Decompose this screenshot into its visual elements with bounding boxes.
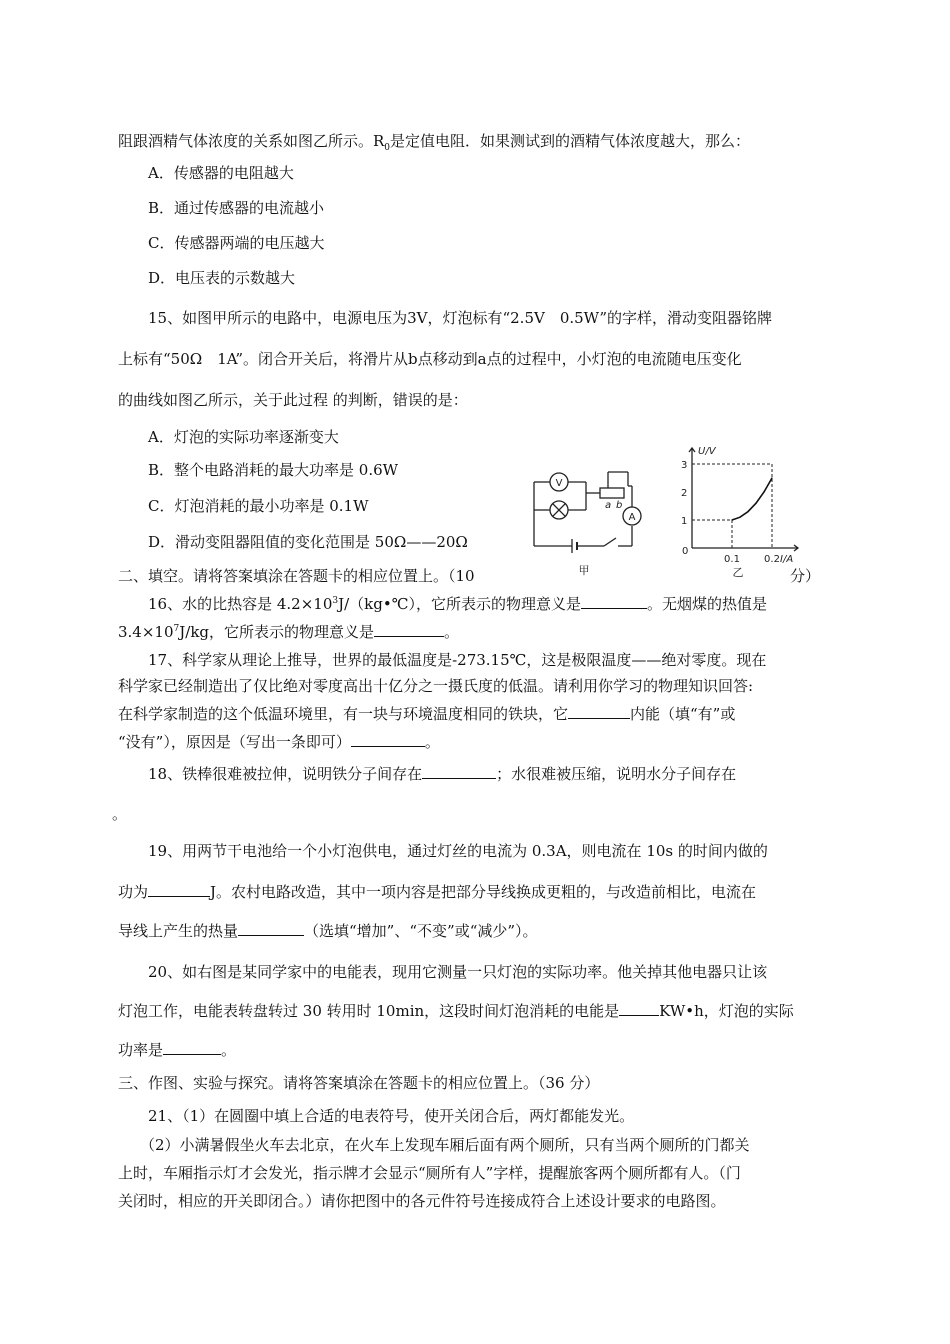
q15-option-d: D．滑动变阻器阻值的变化范围是 50Ω——20Ω (148, 533, 468, 551)
q18-blank-1[interactable] (422, 764, 496, 779)
q21-part-1: 21、（1）在圆圈中填上合适的电表符号，使开关闭合后，两灯都能发光。 (148, 1107, 635, 1125)
q17-blank-1[interactable] (568, 704, 630, 719)
q16-blank-1[interactable] (581, 594, 647, 609)
q20-line-2: 灯泡工作，电能表转盘转过 30 转用时 10min，这段时间灯泡消耗的电能是 KW•h，灯泡的实际 (118, 1002, 794, 1020)
x-tick-label: 0.1 (724, 554, 740, 565)
q21-part-2-line-2: 上时，车厢指示灯才会发光，指示牌才会显示“厕所有人”字样，提醒旅客两个厕所都有人。（门 (118, 1164, 741, 1182)
x-tick-label: 0.2 (764, 554, 780, 565)
q14-option-b: B．通过传感器的电流越小 (148, 199, 325, 217)
q14-option-c: C．传感器两端的电压越大 (148, 234, 325, 252)
circuit-diagram-figure (528, 466, 648, 576)
iu-curve (732, 478, 772, 520)
q19-blank-1[interactable] (148, 882, 210, 897)
q15-stem-3: 的曲线如图乙所示，关于此过程 的判断，错误的是： (118, 391, 468, 409)
q14-stem-line: 阻跟酒精气体浓度的关系如图乙所示。$R_0$是定值电阻．如果测试到的酒精气体浓度越大，那么： (118, 132, 751, 153)
q20-blank-1[interactable] (619, 1001, 659, 1016)
q16-line-2: $3.4\times 10^7J/kg$，它所表示的物理意义是 。 (118, 623, 460, 641)
section-2-heading: 二、填空。请将答案填涂在答题卡的相应位置上。（10 (118, 567, 475, 585)
q19-blank-2[interactable] (238, 921, 304, 936)
slider-point-a: a (605, 500, 612, 511)
q20-line-1: 20、如右图是某同学家中的电能表，现用它测量一只灯泡的实际功率。他关掉其他电器只让该 (148, 963, 768, 981)
section-2-heading-end: 分） (790, 567, 821, 585)
q21-part-2-line-3: 关闭时，相应的开关即闭合。）请你把图中的各元件符号连接成符合上述设计要求的电路图。 (118, 1192, 726, 1210)
q19-line-3: 导线上产生的热量 （选填“增加”、“不变”或“减少”）。 (118, 922, 538, 940)
y-tick-label: 2 (681, 488, 688, 499)
q17-line-2: 科学家已经制造出了仅比绝对零度高出十亿分之一摄氏度的低温。请利用你学习的物理知识回答: (118, 677, 754, 695)
q15-option-b: B．整个电路消耗的最大功率是 0.6W (148, 461, 399, 479)
q14-option-a: A．传感器的电阻越大 (148, 164, 294, 182)
voltmeter-label: V (555, 478, 563, 489)
q19-line-2: 功为 J。农村电路改造，其中一项内容是把部分导线换成更粗的，与改造前相比，电流在 (118, 883, 757, 901)
x-axis-label: I/A (780, 554, 794, 565)
q16-line-1: 16、水的比热容是 $4.2\times 10^3J/(kg•℃)$，它所表示的物理意义是 。无烟煤的热值是 (148, 595, 768, 613)
q17-line-1: 17、科学家从理论上推导，世界的最低温度是-273.15℃，这是极限温度——绝对零度。现在 (148, 651, 767, 669)
y-tick-label: 3 (681, 460, 688, 471)
ammeter-label: A (628, 512, 636, 523)
y-axis-label: U/V (698, 446, 716, 457)
curve-point (755, 503, 756, 504)
origin-label: 0 (682, 546, 689, 557)
q14-option-d: D．电压表的示数越大 (148, 269, 296, 287)
curve-point (739, 517, 740, 518)
curve-point (731, 519, 732, 520)
q18-line-1: 18、铁棒很难被拉伸，说明铁分子间存在 ；水很难被压缩，说明水分子间存在 (148, 765, 737, 783)
curve-point (763, 491, 764, 492)
y-tick-label: 1 (681, 516, 688, 527)
figure-label-jia: 甲 (578, 564, 590, 576)
q20-blank-2[interactable] (163, 1040, 221, 1055)
curve-point (747, 511, 748, 512)
figure-label-yi: 乙 (732, 566, 744, 579)
q20-line-3: 功率是 。 (118, 1041, 237, 1059)
q17-line-4: “没有”），原因是（写出一条即可） 。 (118, 733, 440, 751)
slider-point-b: b (616, 500, 623, 511)
section-3-heading: 三、作图、实验与探究。请将答案填涂在答题卡的相应位置上。（36 分） (118, 1074, 600, 1092)
q15-stem-1: 15、如图甲所示的电路中，电源电压为3V，灯泡标有“2.5V 0.5W”的字样，滑动变阻器铭牌 (148, 309, 773, 327)
q18-line-2: 。 (112, 805, 128, 823)
q15-option-c: C．灯泡消耗的最小功率是 0.1W (148, 497, 369, 515)
q17-line-3: 在科学家制造的这个低温环境里，有一块与环境温度相同的铁块，它 内能（填“有”或 (118, 705, 736, 723)
q15-option-a: A．灯泡的实际功率逐渐变大 (148, 428, 339, 446)
ui-graph-figure (676, 442, 806, 582)
q16-blank-2[interactable] (374, 622, 444, 637)
q17-blank-2[interactable] (351, 732, 425, 747)
q21-part-2-line-1: （2）小满暑假坐火车去北京，在火车上发现车厢后面有两个厕所，只有当两个厕所的门都关 (140, 1136, 750, 1154)
q15-stem-2: 上标有“50Ω 1A”。闭合开关后，将滑片从b点移动到a点的过程中，小灯泡的电流随电压变化 (118, 350, 742, 368)
curve-point (771, 477, 772, 478)
q19-line-1: 19、用两节干电池给一个小灯泡供电，通过灯丝的电流为 0.3A，则电流在 10s 的时间内做的 (148, 842, 768, 860)
